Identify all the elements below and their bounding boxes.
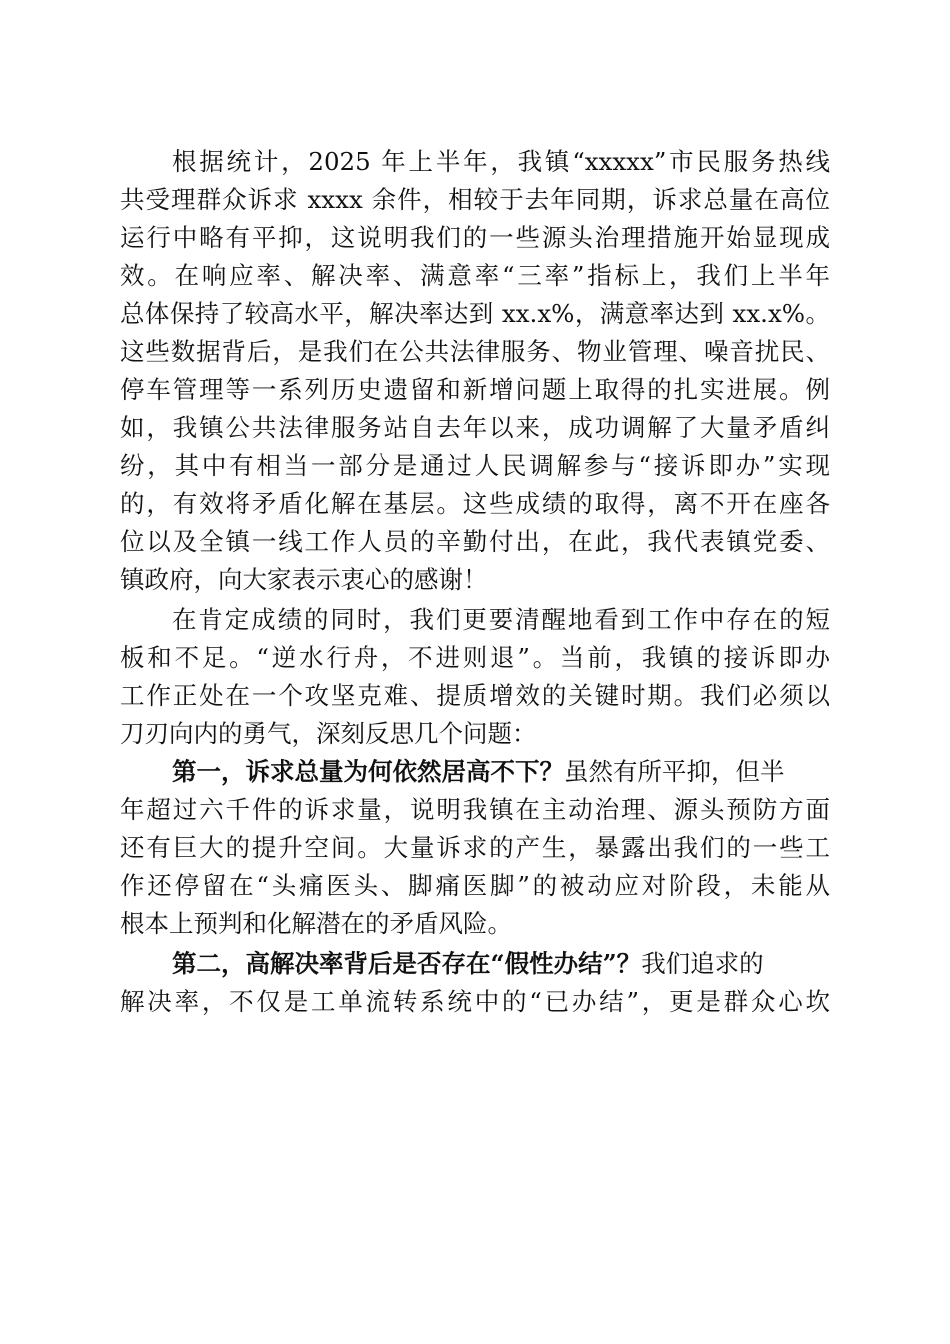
paragraph-1-line-8: 如，我镇公共法律服务站自去年以来，成功调解了大量矛盾纠 <box>120 413 830 442</box>
paragraph-3-line-4: 作还停留在“头痛医头、脚痛医脚”的被动应对阶段，未能从 <box>120 871 830 900</box>
paragraph-4-bold-lead: 第二，高解决率背后是否存在“假性办结”？ <box>172 949 642 978</box>
paragraph-3-line-5: 根本上预判和化解潜在的矛盾风险。 <box>120 909 512 938</box>
paragraph-1-line-10: 的，有效将矛盾化解在基层。这些成绩的取得，离不开在座各 <box>120 489 830 518</box>
paragraph-1-line-2: 共受理群众诉求 xxxx 余件，相较于去年同期，诉求总量在高位 <box>120 185 830 214</box>
paragraph-3-bold-lead: 第一，诉求总量为何依然居高不下？ <box>172 757 564 786</box>
paragraph-1-line-12: 镇政府，向大家表示衷心的感谢！ <box>120 565 488 594</box>
paragraph-3-line-2: 年超过六千件的诉求量，说明我镇在主动治理、源头预防方面 <box>120 795 830 824</box>
paragraph-2-line-3: 工作正处在一个攻坚克难、提质增效的关键时期。我们必须以 <box>120 681 830 710</box>
paragraph-1-line-11: 位以及全镇一线工作人员的辛勤付出，在此，我代表镇党委、 <box>120 527 830 556</box>
paragraph-1-line-3: 运行中略有平抑，这说明我们的一些源头治理措施开始显现成 <box>120 223 830 252</box>
paragraph-1-line-6: 这些数据背后，是我们在公共法律服务、物业管理、噪音扰民、 <box>120 337 830 366</box>
paragraph-3-line-3: 还有巨大的提升空间。大量诉求的产生，暴露出我们的一些工 <box>120 833 830 862</box>
paragraph-2-line-1: 在肯定成绩的同时，我们更要清醒地看到工作中存在的短 <box>172 605 830 634</box>
paragraph-1-line-4: 效。在响应率、解决率、满意率“三率”指标上，我们上半年 <box>120 261 830 290</box>
paragraph-4-lead-rest: 我们追求的 <box>641 949 764 978</box>
paragraph-4-line-2: 解决率，不仅是工单流转系统中的“已办结”，更是群众心坎 <box>120 987 830 1016</box>
paragraph-2-line-4: 刀刃向内的勇气，深刻反思几个问题： <box>120 719 537 748</box>
paragraph-3-lead-rest: 虽然有所平抑，但半 <box>564 757 785 786</box>
paragraph-2-line-2: 板和不足。“逆水行舟，不进则退”。当前，我镇的接诉即办 <box>120 643 830 672</box>
paragraph-1-line-7: 停车管理等一系列历史遗留和新增问题上取得的扎实进展。例 <box>120 375 830 404</box>
paragraph-4-heading <box>172 945 764 983</box>
paragraph-1-line-5: 总体保持了较高水平，解决率达到 xx.x%，满意率达到 xx.x%。 <box>120 299 830 328</box>
paragraph-3-heading <box>172 753 785 791</box>
paragraph-1-line-1: 根据统计，2025 年上半年，我镇“xxxxx”市民服务热线 <box>172 147 830 176</box>
paragraph-1-line-9: 纷，其中有相当一部分是通过人民调解参与“接诉即办”实现 <box>120 451 830 480</box>
